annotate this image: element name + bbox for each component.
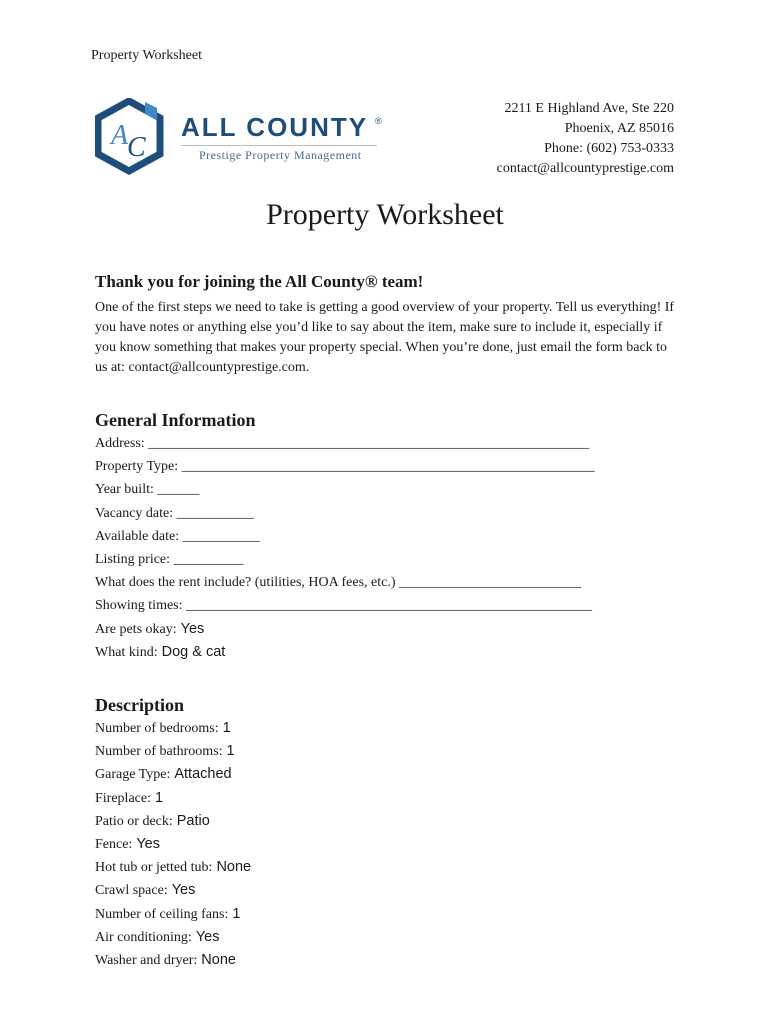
general-information-heading: General Information	[95, 410, 256, 430]
field-hot-tub	[95, 856, 251, 879]
field-air-conditioning	[95, 926, 251, 949]
contact-phone: Phone: (602) 753-0333	[544, 141, 674, 156]
field-label: Washer and dryer:	[95, 952, 198, 968]
field-value[interactable]: Patio	[176, 812, 210, 829]
field-label: Fireplace:	[95, 790, 151, 806]
field-blank-line[interactable]: _______________________________________________________________	[148, 436, 590, 451]
ac-monogram-icon	[95, 98, 175, 178]
field-label: Listing price:	[95, 551, 171, 567]
field-label: Vacancy date:	[95, 505, 174, 521]
field-value[interactable]: Yes	[171, 882, 196, 899]
field-bathrooms	[95, 740, 251, 763]
field-value[interactable]: 1	[222, 720, 231, 736]
welcome-heading: Thank you for joining the All County® team!	[95, 272, 424, 291]
field-pet-kind	[95, 641, 595, 664]
field-garage-type	[95, 763, 251, 786]
page-title: Property Worksheet	[266, 198, 504, 231]
field-value[interactable]: Dog & cat	[161, 643, 226, 660]
field-value[interactable]: 1	[154, 789, 164, 806]
field-blank-line[interactable]: __________________________	[399, 575, 582, 591]
field-listing-price	[95, 548, 595, 571]
contact-block	[497, 99, 674, 179]
field-label: Available date:	[95, 528, 180, 544]
field-bedrooms	[95, 717, 251, 740]
field-label: Patio or deck:	[95, 813, 173, 829]
field-blank-line[interactable]: ______	[157, 482, 200, 498]
field-address	[95, 432, 595, 455]
contact-address-line1: 2211 E Highland Ave, Ste 220	[504, 101, 674, 116]
field-value[interactable]: Yes	[136, 835, 160, 852]
field-value[interactable]: None	[216, 859, 252, 876]
logo-tagline: Prestige Property Management	[199, 148, 362, 162]
field-fireplace	[95, 787, 251, 810]
field-label: What kind:	[95, 644, 158, 660]
field-blank-line[interactable]: ___________________________________________________________	[181, 459, 595, 475]
field-label: Hot tub or jetted tub:	[95, 860, 213, 876]
contact-address-line2: Phoenix, AZ 85016	[564, 121, 674, 136]
field-ceiling-fans	[95, 903, 251, 926]
field-fence	[95, 833, 251, 856]
field-rent-includes	[95, 571, 595, 594]
logo-divider	[181, 145, 377, 146]
field-label: Year built:	[95, 482, 154, 498]
field-patio-or-deck	[95, 810, 251, 833]
field-blank-line[interactable]: __________________________________________________________	[186, 598, 593, 614]
field-label: Number of bathrooms:	[95, 744, 223, 760]
field-blank-line[interactable]: ___________	[176, 505, 254, 521]
general-information-list	[95, 432, 595, 664]
field-label: Crawl space:	[95, 883, 168, 899]
field-vacancy-date	[95, 502, 595, 525]
logo-wordmark: ALL COUNTY	[181, 112, 369, 142]
field-blank-line[interactable]: __________	[173, 551, 244, 567]
intro-paragraph: One of the first steps we need to take is getting a good overview of your property. Tell us everything! If you have notes or anything else you’d like to say about the item, make sure to include it, especially if you know something that makes your property special. When you’re done, just email the form back to us at: contact@allcountyprestige.com.	[95, 300, 675, 375]
field-washer-dryer	[95, 949, 251, 972]
description-heading: Description	[95, 695, 184, 715]
description-list	[95, 717, 251, 972]
svg-text:A: A	[111, 120, 129, 151]
field-value[interactable]: None	[201, 951, 236, 968]
field-value[interactable]: 1	[226, 743, 235, 760]
field-value[interactable]: Yes	[195, 928, 220, 945]
field-blank-line[interactable]: ___________	[182, 528, 260, 544]
contact-email[interactable]: contact@allcountyprestige.com	[496, 161, 674, 176]
field-available-date	[95, 525, 595, 548]
field-label: Number of bedrooms:	[95, 721, 219, 736]
field-label: Showing times:	[95, 598, 183, 614]
field-showing-times	[95, 594, 595, 617]
field-crawl-space	[95, 879, 251, 902]
field-label: Garage Type:	[95, 767, 171, 783]
field-value[interactable]: Attached	[174, 766, 232, 783]
field-label: Property Type:	[95, 459, 179, 475]
company-logo	[95, 98, 395, 178]
field-label: Fence:	[95, 836, 133, 852]
field-year-built	[95, 478, 595, 501]
field-label: Number of ceiling fans:	[95, 906, 229, 922]
field-value[interactable]: 1	[232, 905, 241, 922]
field-property-type	[95, 455, 595, 478]
field-label: What does the rent include? (utilities, HOA fees, etc.)	[95, 575, 396, 591]
page-header: Property Worksheet	[91, 48, 202, 63]
field-value[interactable]: Yes	[180, 620, 205, 637]
logo-registered-mark: ®	[375, 116, 382, 126]
field-label: Air conditioning:	[95, 929, 192, 945]
svg-text:C: C	[127, 132, 146, 163]
field-label: Are pets okay:	[95, 621, 177, 637]
field-label: Address:	[95, 436, 145, 451]
field-pets-okay	[95, 618, 595, 641]
